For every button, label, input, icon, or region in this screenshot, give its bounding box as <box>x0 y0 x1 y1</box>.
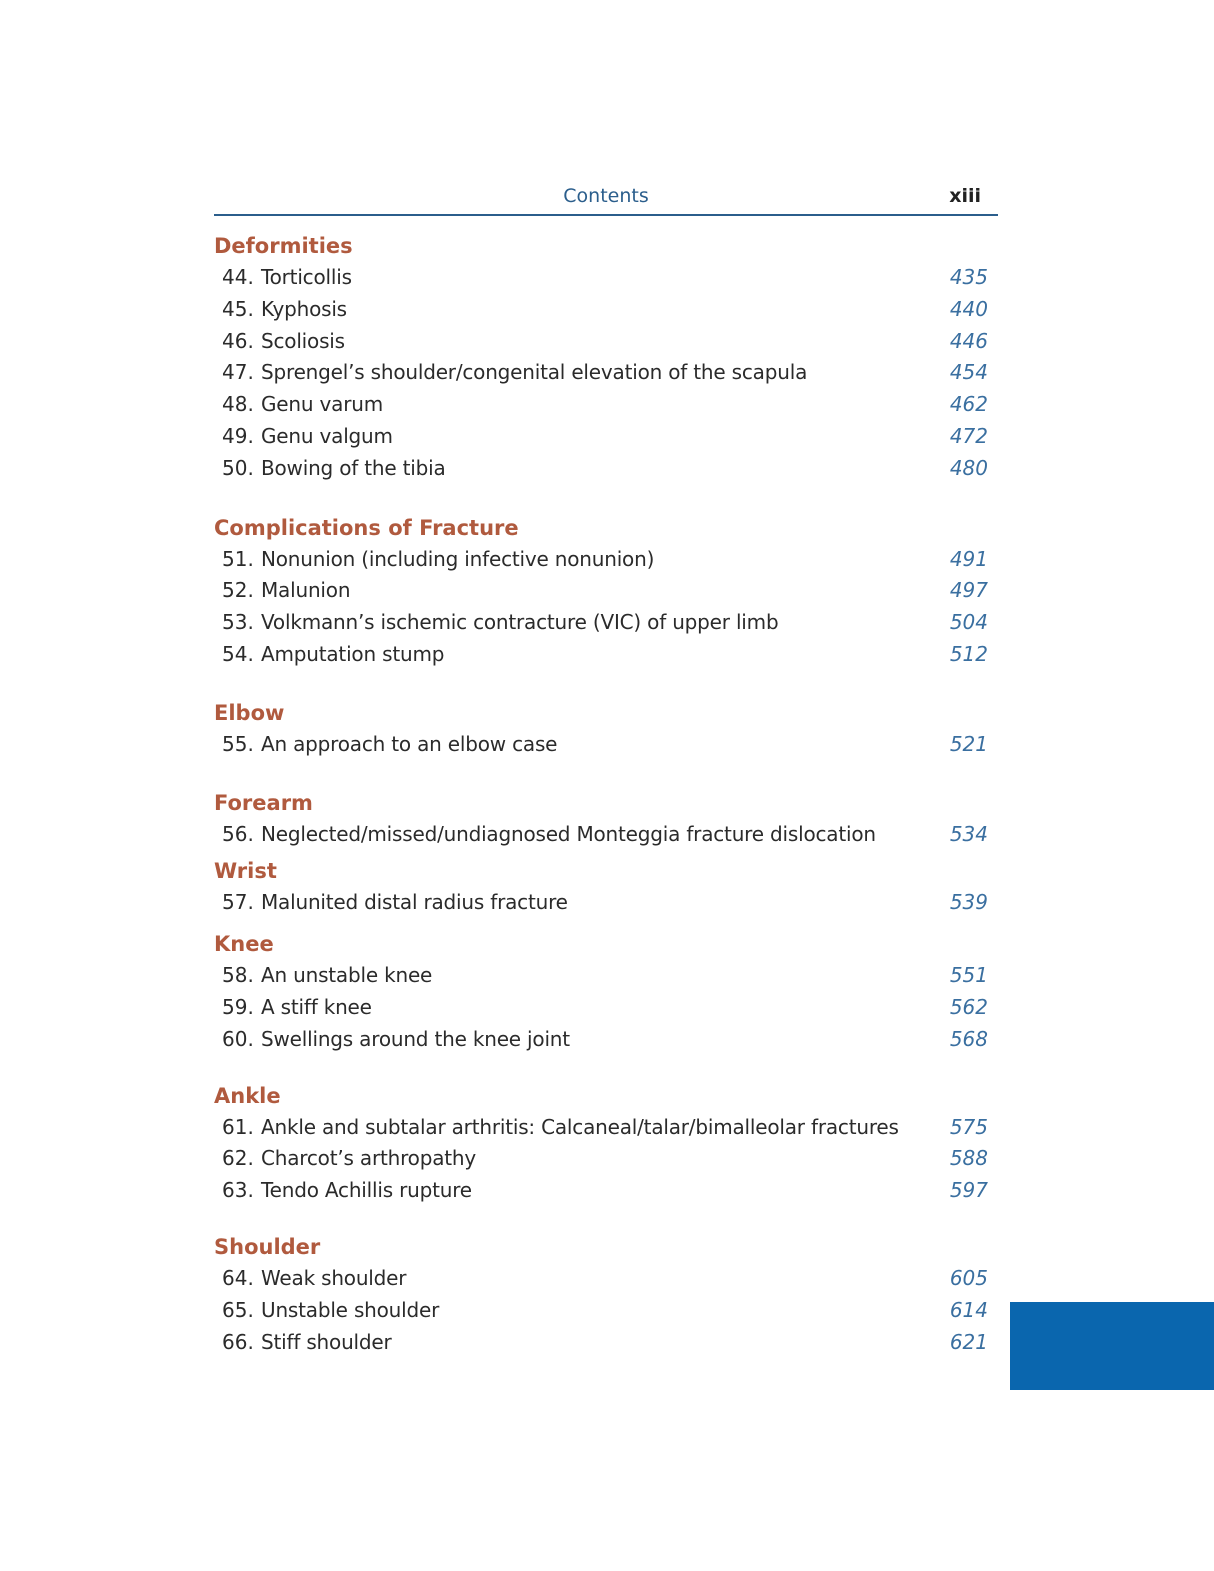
chapter-number: 53. <box>222 610 254 635</box>
chapter-number: 55. <box>222 731 254 756</box>
chapter-title: Nonunion (including infective nonunion) <box>261 546 655 571</box>
chapter-page-number: 588 <box>949 1146 988 1171</box>
chapter-title: Unstable shoulder <box>261 1297 440 1322</box>
chapter-entry[interactable] <box>214 1112 998 1144</box>
chapter-title: Ankle and subtalar arthritis: Calcaneal/talar/bimalleolar fractures <box>261 1114 899 1139</box>
chapter-title: Swellings around the knee joint <box>261 1026 570 1051</box>
chapter-entry[interactable] <box>214 1024 998 1056</box>
chapter-number: 54. <box>222 641 254 666</box>
chapter-page-number: 446 <box>949 328 988 353</box>
chapter-entry[interactable] <box>214 1263 998 1295</box>
chapter-entry[interactable] <box>214 453 998 485</box>
running-header <box>214 182 998 216</box>
chapter-title: Malunited distal radius fracture <box>261 890 568 915</box>
chapter-page-number: 614 <box>949 1297 988 1322</box>
toc-section <box>214 1231 998 1358</box>
chapter-page-number: 568 <box>949 1026 988 1051</box>
chapter-title: A stiff knee <box>261 994 372 1019</box>
chapter-number: 66. <box>222 1329 254 1354</box>
chapter-entry[interactable] <box>214 1143 998 1175</box>
chapter-title: Amputation stump <box>261 641 445 666</box>
chapter-entry[interactable] <box>214 729 998 761</box>
chapter-number: 45. <box>222 296 254 321</box>
chapter-entry[interactable] <box>214 1327 998 1359</box>
chapter-number: 64. <box>222 1265 254 1290</box>
table-of-contents <box>214 230 998 1358</box>
chapter-number: 49. <box>222 423 254 448</box>
chapter-number: 56. <box>222 821 254 846</box>
chapter-entry[interactable] <box>214 887 998 919</box>
chapter-entry[interactable] <box>214 421 998 453</box>
chapter-entry[interactable] <box>214 294 998 326</box>
toc-section <box>214 928 998 1055</box>
chapter-title: Sprengel’s shoulder/congenital elevation of the scapula <box>261 360 808 385</box>
chapter-page-number: 462 <box>949 392 988 417</box>
chapter-entry[interactable] <box>214 819 998 851</box>
chapter-title: An unstable knee <box>261 963 433 988</box>
chapter-title: Bowing of the tibia <box>261 455 446 480</box>
chapter-page-number: 575 <box>949 1114 988 1139</box>
chapter-page-number: 454 <box>949 360 988 385</box>
chapter-page-number: 562 <box>949 994 988 1019</box>
chapter-number: 47. <box>222 360 254 385</box>
section-heading: Wrist <box>214 859 277 884</box>
chapter-entry[interactable] <box>214 357 998 389</box>
chapter-page-number: 440 <box>949 296 988 321</box>
chapter-entry[interactable] <box>214 544 998 576</box>
chapter-number: 59. <box>222 994 254 1019</box>
chapter-number: 51. <box>222 546 254 571</box>
chapter-entry[interactable] <box>214 575 998 607</box>
chapter-title: Malunion <box>261 578 351 603</box>
chapter-page-number: 491 <box>949 546 988 571</box>
chapter-entry[interactable] <box>214 1295 998 1327</box>
header-title: Contents <box>563 185 649 207</box>
chapter-number: 63. <box>222 1178 254 1203</box>
chapter-list <box>214 544 998 671</box>
chapter-number: 44. <box>222 265 254 289</box>
page-folio: xiii <box>949 185 981 207</box>
chapter-number: 60. <box>222 1026 254 1051</box>
chapter-number: 50. <box>222 455 254 480</box>
chapter-title: Torticollis <box>261 265 352 289</box>
chapter-title: Genu varum <box>261 392 383 417</box>
chapter-page-number: 551 <box>949 963 988 988</box>
chapter-title: Weak shoulder <box>261 1265 407 1290</box>
chapter-entry[interactable] <box>214 992 998 1024</box>
chapter-number: 61. <box>222 1114 254 1139</box>
chapter-title: Scoliosis <box>261 328 345 353</box>
chapter-page-number: 534 <box>949 821 988 846</box>
toc-section <box>214 697 998 761</box>
chapter-title: Charcot’s arthropathy <box>261 1146 477 1171</box>
thumb-index-tab <box>1010 1302 1214 1390</box>
chapter-entry[interactable] <box>214 326 998 358</box>
chapter-entry[interactable] <box>214 1175 998 1207</box>
chapter-page-number: 539 <box>949 890 988 915</box>
chapter-page-number: 512 <box>949 641 988 666</box>
section-heading: Complications of Fracture <box>214 515 519 540</box>
chapter-page-number: 472 <box>949 423 988 448</box>
chapter-page-number: 597 <box>949 1178 988 1203</box>
section-heading: Knee <box>214 932 274 957</box>
toc-section <box>214 1080 998 1207</box>
chapter-title: Genu valgum <box>261 423 393 448</box>
chapter-entry[interactable] <box>214 960 998 992</box>
section-heading: Elbow <box>214 700 285 725</box>
chapter-number: 52. <box>222 578 254 603</box>
chapter-list <box>214 262 998 485</box>
chapter-list <box>214 960 998 1055</box>
chapter-page-number: 497 <box>949 578 988 603</box>
toc-section <box>214 230 998 485</box>
toc-section <box>214 787 998 851</box>
toc-section <box>214 512 998 671</box>
chapter-list <box>214 887 998 919</box>
chapter-page-number: 521 <box>949 731 988 756</box>
chapter-number: 65. <box>222 1297 254 1322</box>
chapter-title: Stiff shoulder <box>261 1329 392 1354</box>
chapter-page-number: 435 <box>949 265 988 289</box>
section-heading: Forearm <box>214 790 313 815</box>
chapter-list <box>214 1112 998 1207</box>
chapter-list <box>214 1263 998 1358</box>
chapter-page-number: 480 <box>949 455 988 480</box>
chapter-list <box>214 819 998 851</box>
section-heading: Ankle <box>214 1083 281 1108</box>
chapter-entry[interactable] <box>214 607 998 639</box>
chapter-title: Tendo Achillis rupture <box>261 1178 472 1203</box>
chapter-page-number: 621 <box>949 1329 988 1354</box>
chapter-number: 46. <box>222 328 254 353</box>
section-heading: Shoulder <box>214 1234 321 1259</box>
chapter-number: 58. <box>222 963 254 988</box>
chapter-entry[interactable] <box>214 389 998 421</box>
chapter-number: 62. <box>222 1146 254 1171</box>
chapter-title: An approach to an elbow case <box>261 731 558 756</box>
chapter-page-number: 605 <box>949 1265 988 1290</box>
chapter-title: Kyphosis <box>261 296 347 321</box>
toc-section <box>214 855 998 919</box>
chapter-number: 48. <box>222 392 254 417</box>
chapter-number: 57. <box>222 890 254 915</box>
chapter-list <box>214 729 998 761</box>
chapter-entry[interactable] <box>214 639 998 671</box>
chapter-title: Volkmann’s ischemic contracture (VIC) of upper limb <box>261 610 779 635</box>
chapter-entry[interactable] <box>214 262 998 294</box>
section-heading: Deformities <box>214 234 353 258</box>
chapter-page-number: 504 <box>949 610 988 635</box>
chapter-title: Neglected/missed/undiagnosed Monteggia fracture dislocation <box>261 821 876 846</box>
